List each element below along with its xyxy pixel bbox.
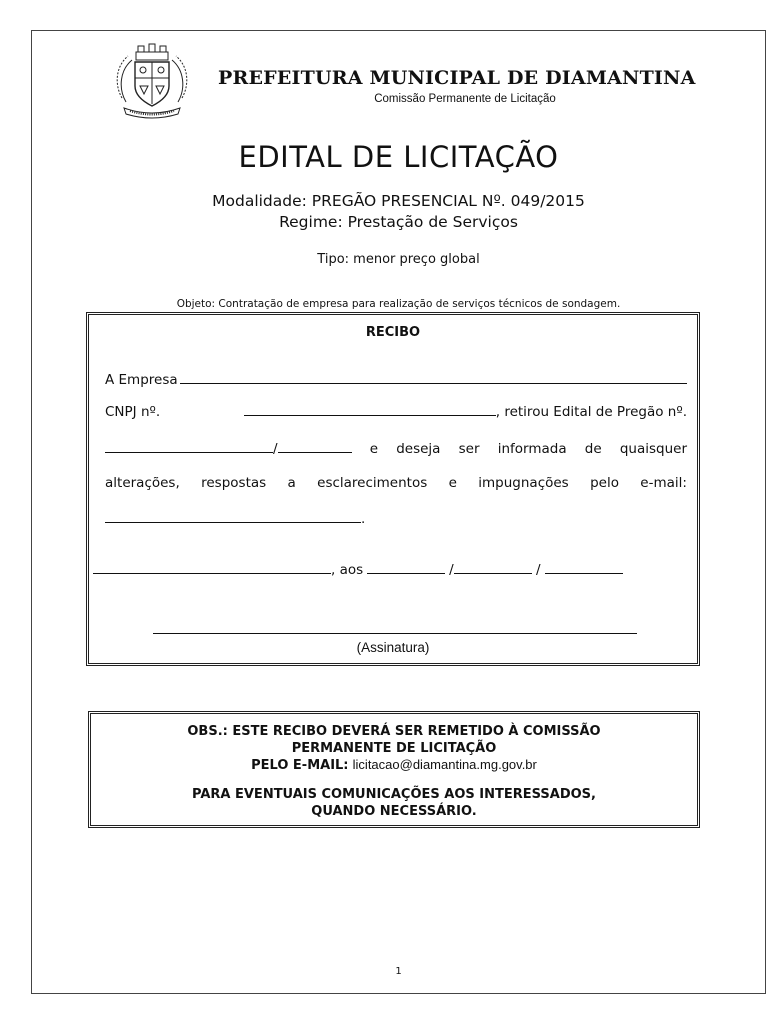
edital-number-field[interactable] [105, 440, 273, 453]
inform-word: quaisquer [619, 441, 687, 457]
email-field[interactable] [105, 510, 361, 523]
date-row [93, 561, 675, 578]
notice-email-row [91, 757, 697, 773]
notice-box [88, 711, 700, 828]
retirou-text: , retirou Edital de Pregão nº. [495, 404, 687, 420]
month-field[interactable] [454, 561, 532, 574]
email-dot: . [361, 511, 366, 527]
alteracoes-word: pelo [590, 475, 619, 491]
alteracoes-word: e-mail: [640, 475, 687, 491]
date-slash: / [449, 562, 454, 578]
receipt-form [86, 312, 700, 666]
document-title: EDITAL DE LICITAÇÃO [238, 140, 559, 174]
inform-word: de [584, 441, 602, 457]
alteracoes-word: esclarecimentos [317, 475, 428, 491]
empresa-label: A Empresa [105, 372, 178, 388]
edital-year-field[interactable] [278, 440, 352, 453]
commission-name: Comissão Permanente de Licitação [374, 93, 556, 105]
notice-line: QUANDO NECESSÁRIO. [311, 804, 477, 819]
date-slash: / [531, 562, 545, 578]
aos-text: , aos [331, 562, 364, 578]
empresa-row [105, 371, 687, 388]
cnpj-field[interactable] [244, 403, 496, 416]
year-field[interactable] [545, 561, 623, 574]
alteracoes-word: a [287, 475, 296, 491]
alteracoes-row [105, 475, 687, 491]
signature-line[interactable] [153, 633, 637, 634]
alteracoes-word: respostas [201, 475, 267, 491]
notice-line: PERMANENTE DE LICITAÇÃO [291, 741, 497, 756]
inform-word: e [369, 441, 379, 457]
day-field[interactable] [367, 561, 445, 574]
email-address[interactable]: licitacao@diamantina.mg.gov.br [352, 757, 537, 772]
coat-of-arms-icon [108, 42, 196, 122]
notice-line: PARA EVENTUAIS COMUNICAÇÕES AOS INTERESSADOS, [192, 787, 596, 802]
inform-word: informada [497, 441, 567, 457]
city-field[interactable] [93, 561, 331, 574]
empresa-field[interactable] [180, 371, 687, 384]
email-row [105, 510, 687, 527]
cnpj-row [105, 403, 687, 420]
regime-line: Regime: Prestação de Serviços [279, 213, 518, 231]
alteracoes-word: e [448, 475, 457, 491]
page-number: 1 [395, 966, 402, 977]
objeto-line: Objeto: Contratação de empresa para realização de serviços técnicos de sondagem. [176, 298, 621, 310]
inform-word: deseja [396, 441, 441, 457]
receipt-title: RECIBO [365, 325, 421, 340]
email-label: PELO E-MAIL: [251, 758, 349, 773]
alteracoes-word: alterações, [105, 475, 180, 491]
modalidade-line: Modalidade: PREGÃO PRESENCIAL Nº. 049/2015 [212, 192, 585, 210]
edital-row [105, 440, 687, 457]
inform-word: ser [458, 441, 480, 457]
tipo-line: Tipo: menor preço global [317, 252, 480, 267]
alteracoes-word: impugnações [478, 475, 569, 491]
cnpj-label: CNPJ nº. [105, 404, 161, 420]
signature-label: (Assinatura) [356, 640, 430, 655]
institution-name: PREFEITURA MUNICIPAL DE DIAMANTINA [218, 67, 696, 89]
notice-line: OBS.: ESTE RECIBO DEVERÁ SER REMETIDO À COMISSÃO [187, 724, 601, 739]
edital-slash: / [273, 441, 278, 457]
